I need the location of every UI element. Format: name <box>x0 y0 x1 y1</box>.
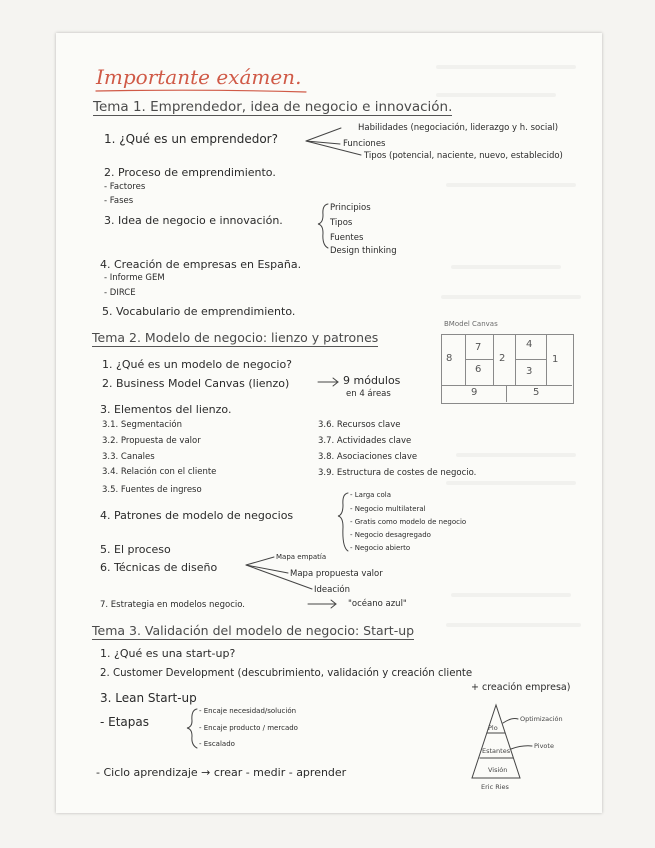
element-item: 3.9. Estructura de costes de negocio. <box>318 468 477 478</box>
tema2-q3: 3. Elementos del lienzo. <box>100 403 232 416</box>
element-item: 3.4. Relación con el cliente <box>102 467 217 477</box>
tema1-q2: 2. Proceso de emprendimiento. <box>104 166 276 179</box>
tema2-q2-result: en 4 áreas <box>346 389 391 399</box>
tema2-q7: 7. Estrategia en modelos negocio. <box>100 600 245 610</box>
tema1-q2-item: - Fases <box>104 196 134 206</box>
canvas-cell-number: 4 <box>526 339 533 350</box>
brace-icon <box>318 204 328 248</box>
tema2-q2-result: 9 módulos <box>343 374 401 387</box>
tema1-q1-branch: Tipos (potencial, naciente, nuevo, establecido) <box>364 151 563 161</box>
tema1-q4-item: - DIRCE <box>104 288 136 298</box>
tema3-etapas: - Etapas <box>100 715 150 729</box>
canvas-cell-number: 8 <box>446 353 453 364</box>
tema1-q4: 4. Creación de empresas en España. <box>100 258 302 271</box>
tema1-heading: Tema 1. Emprendedor, idea de negocio e innovación. <box>93 99 453 115</box>
canvas-cell-number: 9 <box>471 387 478 398</box>
pyramid-arrow-label: Pivote <box>534 742 554 750</box>
tema2-q5: 5. El proceso <box>100 543 171 556</box>
brace-icon <box>338 493 348 551</box>
element-item: 3.2. Propuesta de valor <box>102 436 201 446</box>
tema2-q6: 6. Técnicas de diseño <box>100 561 218 574</box>
canvas-cell-number: 7 <box>475 342 482 353</box>
element-item: 3.3. Canales <box>102 452 155 462</box>
element-item: 3.5. Fuentes de ingreso <box>102 485 202 495</box>
element-item: 3.8. Asociaciones clave <box>318 452 418 462</box>
page-title: Importante exámen. <box>96 65 302 89</box>
tema2-q1: 1. ¿Qué es un modelo de negocio? <box>102 358 293 371</box>
tema2-q2: 2. Business Model Canvas (lienzo) <box>102 377 290 390</box>
element-item: 3.6. Recursos clave <box>318 420 401 430</box>
etapa-item: - Encaje producto / mercado <box>199 724 298 732</box>
branch-line <box>246 557 274 565</box>
pyramid-base-label: Eric Ries <box>481 783 509 791</box>
notebook-page <box>56 33 602 813</box>
tema1-q2-item: - Factores <box>104 182 146 192</box>
pattern-item: - Negocio abierto <box>350 544 411 552</box>
technique-item: Mapa propuesta valor <box>290 569 383 579</box>
element-item: 3.7. Actividades clave <box>318 436 412 446</box>
pattern-item: - Larga cola <box>350 491 392 499</box>
handwriting-strokes <box>56 33 602 813</box>
pattern-item: - Gratis como modelo de negocio <box>350 518 467 526</box>
tema1-q3-branch: Tipos <box>330 218 353 228</box>
canvas-cell-number: 1 <box>552 354 559 365</box>
pattern-item: - Negocio desagregado <box>350 531 431 539</box>
tema1-q5: 5. Vocabulario de emprendimiento. <box>102 305 296 318</box>
title-underline <box>96 90 306 92</box>
tema2-q7-result: "océano azul" <box>348 599 407 609</box>
branch-line <box>246 565 312 589</box>
etapa-item: - Encaje necesidad/solución <box>199 707 297 715</box>
arrow-icon <box>511 746 532 749</box>
technique-item: Ideación <box>314 585 350 595</box>
tema3-ciclo: - Ciclo aprendizaje → crear - medir - aprender <box>96 766 347 779</box>
canvas-cell-number: 3 <box>526 366 533 377</box>
canvas-label: BModel Canvas <box>444 320 498 328</box>
tema1-q1-branch: Habilidades (negociación, liderazgo y h. social) <box>358 123 559 133</box>
pattern-item: - Negocio multilateral <box>350 505 426 513</box>
tema3-q2-cont: + creación empresa) <box>471 682 571 693</box>
pyramid-level: Visión <box>488 766 508 774</box>
tema1-q1-branch: Funciones <box>343 139 386 149</box>
tema1-q1: 1. ¿Qué es un emprendedor? <box>104 132 278 146</box>
branch-line <box>246 565 288 573</box>
technique-item: Mapa empatía <box>276 553 327 561</box>
tema1-q3: 3. Idea de negocio e innovación. <box>104 214 283 227</box>
tema2-q4: 4. Patrones de modelo de negocios <box>100 509 294 522</box>
tema2-heading: Tema 2. Modelo de negocio: lienzo y patrones <box>92 330 379 345</box>
tema3-q2: 2. Customer Development (descubrimiento, validación y creación cliente <box>100 668 473 679</box>
tema1-q3-branch: Principios <box>330 203 371 213</box>
canvas-cell-number: 5 <box>533 387 540 398</box>
tema1-q3-branch: Fuentes <box>330 233 364 243</box>
etapa-item: - Escalado <box>199 740 235 748</box>
canvas-cell-number: 6 <box>475 364 482 375</box>
element-item: 3.1. Segmentación <box>102 420 183 430</box>
tema3-q1: 1. ¿Qué es una start-up? <box>100 647 236 660</box>
pyramid-level: Estantes <box>482 747 511 755</box>
brace-icon <box>187 709 197 748</box>
pyramid-level: Plo <box>488 724 498 732</box>
tema1-q4-item: - Informe GEM <box>104 273 165 283</box>
tema3-heading: Tema 3. Validación del modelo de negocio: Start-up <box>92 623 415 638</box>
pyramid-arrow-label: Optimización <box>520 715 563 723</box>
tema1-q3-branch: Design thinking <box>330 246 397 256</box>
tema3-q3: 3. Lean Start-up <box>100 691 197 705</box>
pyramid-icon <box>472 705 520 778</box>
branch-line <box>306 128 341 141</box>
arrow-icon <box>503 719 518 724</box>
canvas-cell-number: 2 <box>499 353 506 364</box>
